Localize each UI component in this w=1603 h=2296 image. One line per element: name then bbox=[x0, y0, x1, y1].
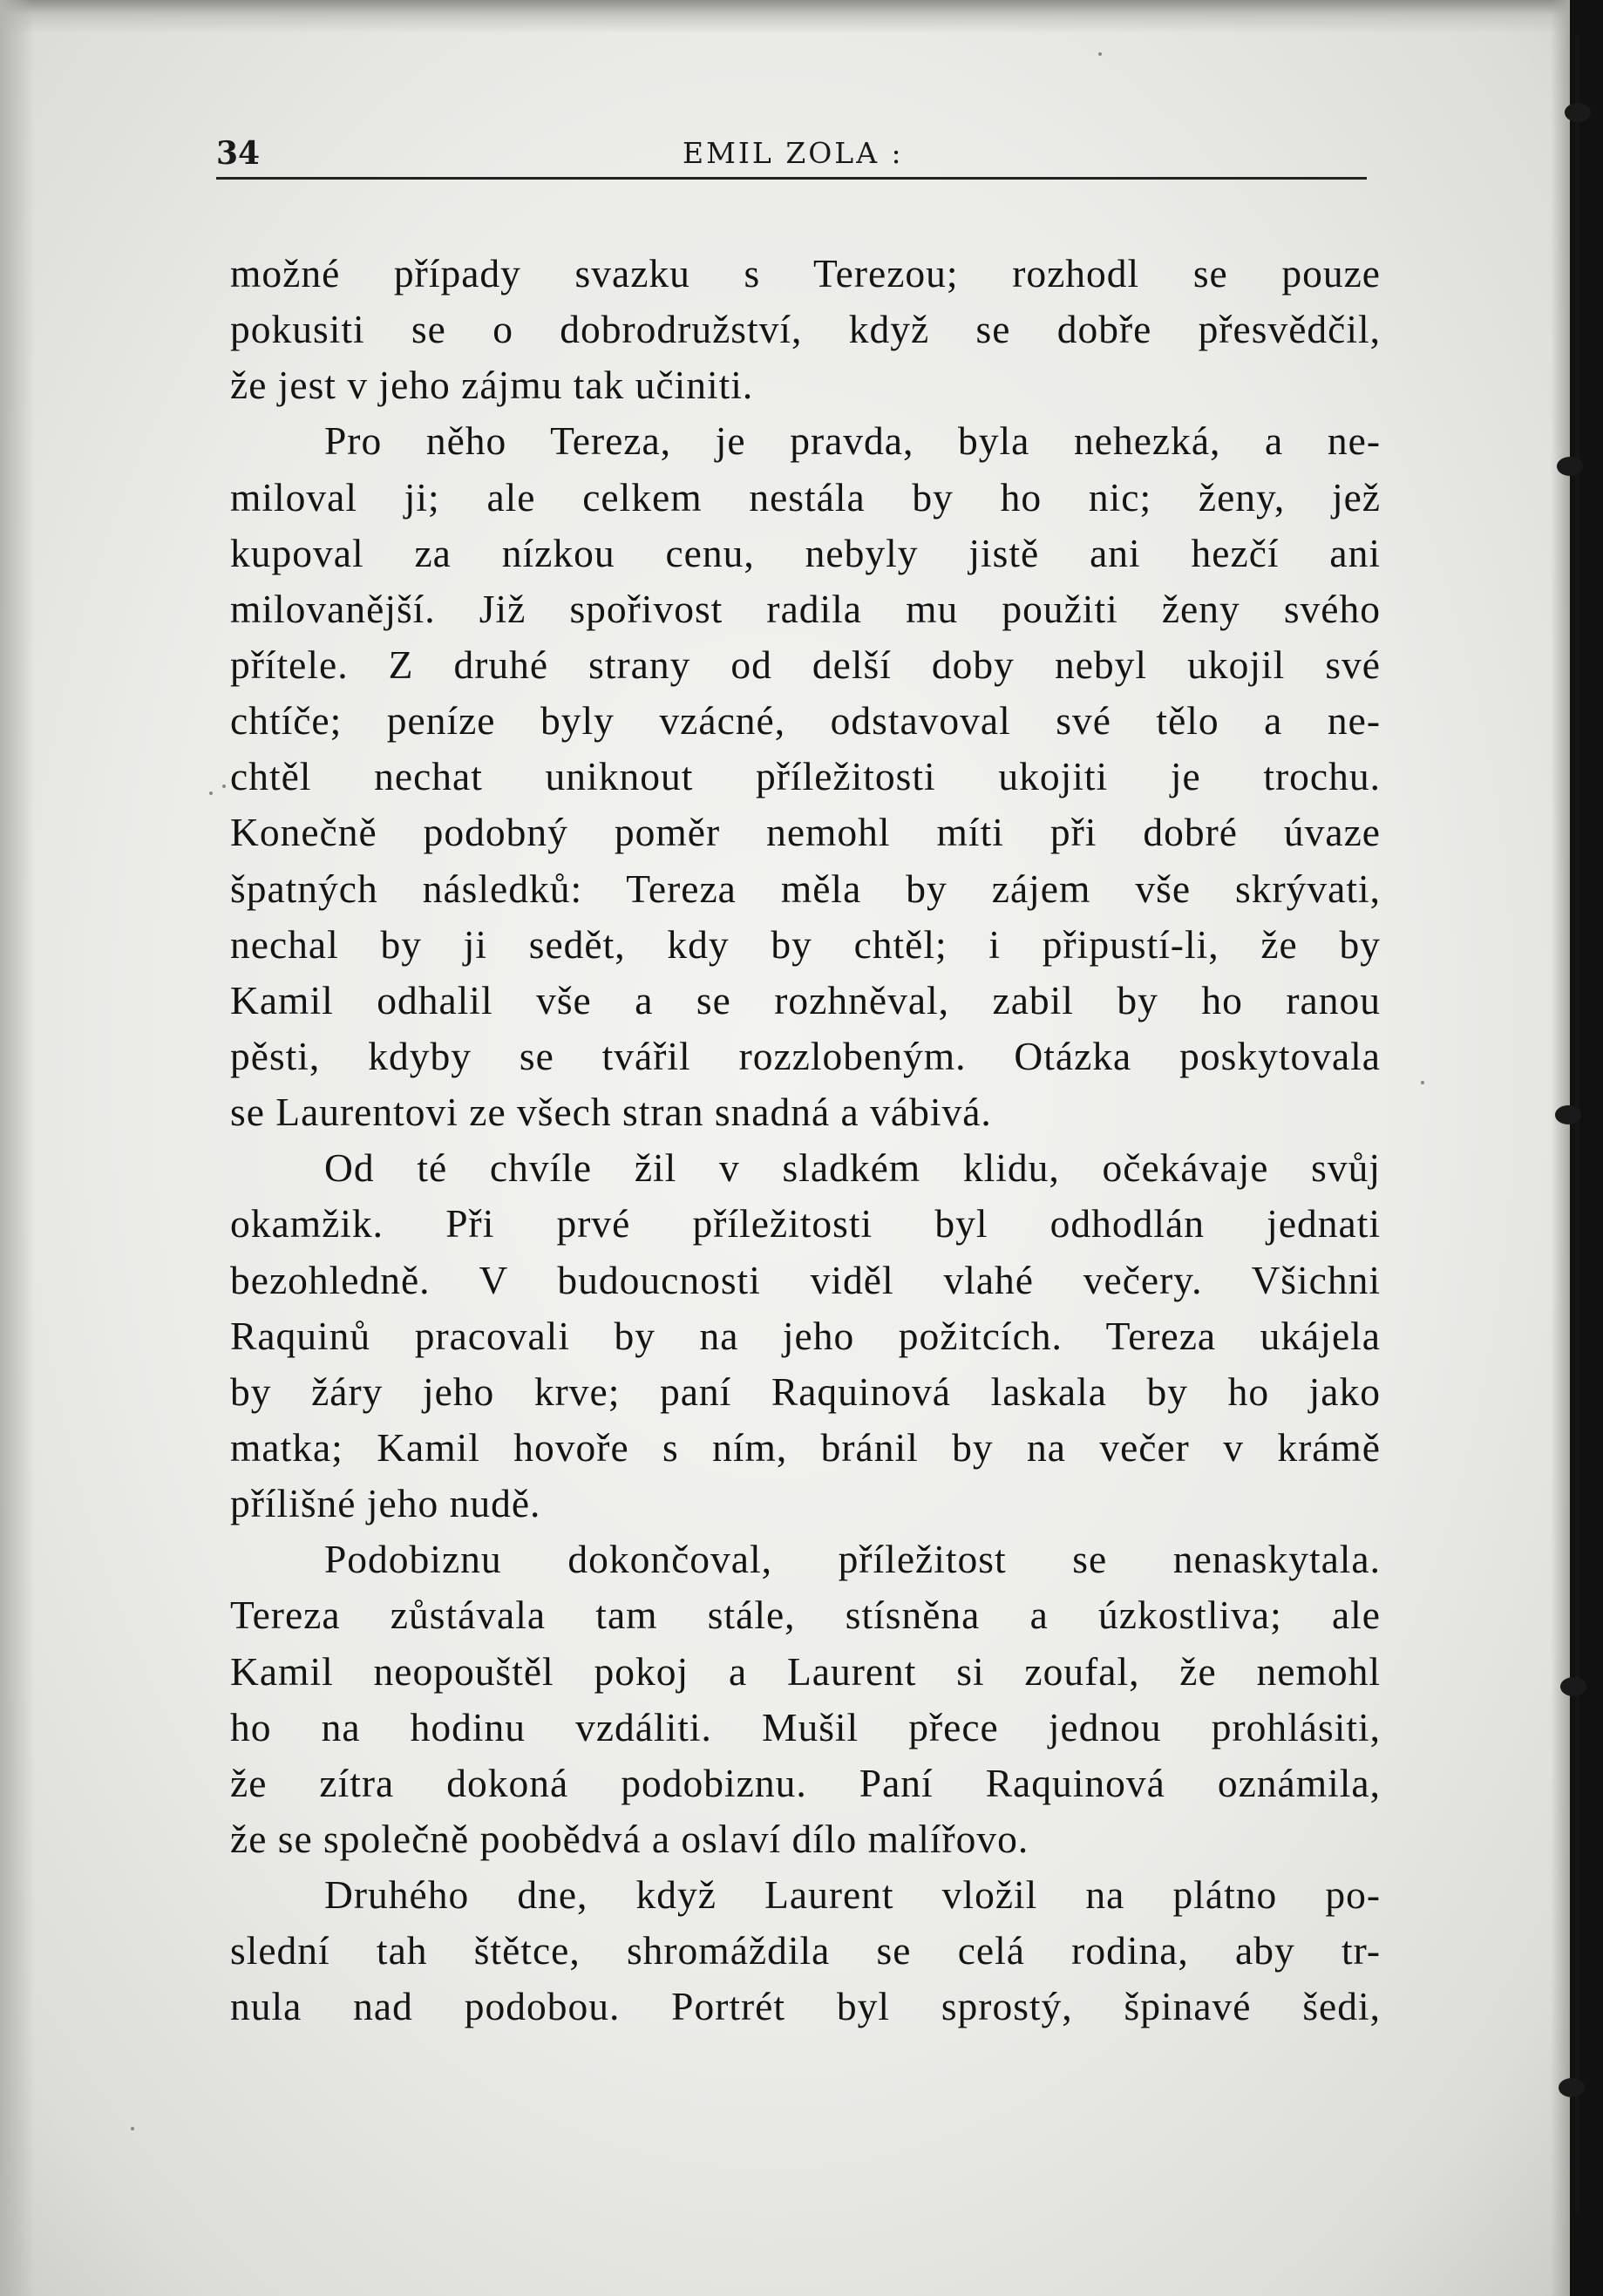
text-line: miloval ji; ale celkem nestála by ho nic; ženy, jež bbox=[230, 474, 1381, 520]
text-line: že se společně poobědvá a oslaví dílo malířovo. bbox=[230, 1816, 1029, 1861]
running-head-author: EMIL ZOLA : bbox=[683, 136, 904, 170]
paper-speck bbox=[209, 791, 213, 795]
text-line: Raquinů pracovali by na jeho požitcích. Tereza ukájela bbox=[230, 1313, 1381, 1358]
page-number: 34 bbox=[216, 135, 261, 172]
binding-thread-line bbox=[1575, 35, 1579, 2214]
text-line: by žáry jeho krve; paní Raquinová laskala by ho jako bbox=[230, 1369, 1381, 1414]
paper-speck bbox=[131, 2127, 134, 2130]
header-rule bbox=[216, 177, 1367, 180]
binding-stitch bbox=[1559, 2078, 1585, 2097]
text-line: Kamil neopouštěl pokoj a Laurent si zoufal, že nemohl bbox=[230, 1648, 1381, 1694]
binding-stitch bbox=[1557, 457, 1583, 476]
text-line: nechal by ji sedět, kdy by chtěl; i připustí-li, že by bbox=[230, 921, 1381, 967]
text-line: ho na hodinu vzdáliti. Mušil přece jednou prohlásiti, bbox=[230, 1704, 1381, 1749]
text-line: Kamil odhalil vše a se rozhněval, zabil by ho ranou bbox=[230, 977, 1381, 1022]
text-line: špatných následků: Tereza měla by zájem vše skrývati, bbox=[230, 866, 1381, 911]
text-line: slední tah štětce, shromáždila se celá rodina, aby tr- bbox=[230, 1928, 1381, 1973]
text-line: kupoval za nízkou cenu, nebyly jistě ani hezčí ani bbox=[230, 530, 1381, 575]
body-text bbox=[230, 246, 1381, 2035]
binding-stitch bbox=[1565, 103, 1591, 122]
paper-speck bbox=[1098, 52, 1102, 56]
text-line: přítele. Z druhé strany od delší doby nebyl ukojil své bbox=[230, 642, 1381, 687]
text-line: Pro něho Tereza, je pravda, byla nehezká, a ne- bbox=[324, 418, 1381, 464]
text-line: pěsti, kdyby se tvářil rozzlobeným. Otázka poskytovala bbox=[230, 1033, 1381, 1078]
text-line: Tereza zůstávala tam stále, stísněna a úzkostliva; ale bbox=[230, 1593, 1381, 1638]
text-line: Druhého dne, když Laurent vložil na plátno po- bbox=[324, 1872, 1381, 1918]
text-line: možné případy svazku s Terezou; rozhodl se pouze bbox=[230, 251, 1381, 295]
text-line: se Laurentovi ze všech stran snadná a vábivá. bbox=[230, 1090, 992, 1135]
paper-speck bbox=[222, 785, 226, 788]
text-line: Konečně podobný poměr nemohl míti při dobré úvaze bbox=[230, 810, 1381, 855]
binding-stitch bbox=[1560, 1677, 1586, 1696]
text-line: Od té chvíle žil v sladkém klidu, očekávaje svůj bbox=[324, 1145, 1381, 1191]
text-line: milovanější. Již spořivost radila mu použiti ženy svého bbox=[230, 586, 1381, 631]
text-line: pokusiti se o dobrodružství, když se dobře přesvědčil, bbox=[230, 307, 1381, 352]
text-line: matka; Kamil hovoře s ním, bránil by na večer v krámě bbox=[230, 1424, 1381, 1470]
text-line: okamžik. Při prvé příležitosti byl odhodlán jednati bbox=[230, 1201, 1381, 1246]
text-line: chtíče; peníze byly vzácné, odstavoval své tělo a ne- bbox=[230, 698, 1381, 744]
page-top-shadow bbox=[0, 0, 1603, 33]
text-line: bezohledně. V budoucnosti viděl vlahé večery. Všichni bbox=[230, 1257, 1381, 1302]
text-line: že zítra dokoná podobiznu. Paní Raquinová oznámila, bbox=[230, 1760, 1381, 1805]
text-line: přílišné jeho nudě. bbox=[230, 1481, 541, 1526]
text-line: že jest v jeho zájmu tak učiniti. bbox=[230, 363, 754, 408]
text-line: chtěl nechat uniknout příležitosti ukojiti je trochu. bbox=[230, 754, 1381, 799]
running-head bbox=[216, 129, 1367, 178]
text-line: Podobiznu dokončoval, příležitost se nenaskytala. bbox=[324, 1537, 1381, 1582]
page-left-shadow bbox=[0, 0, 35, 2296]
binding-shadow bbox=[1551, 0, 1570, 2296]
text-line: nula nad podobou. Portrét byl sprostý, špinavé šedi, bbox=[230, 1984, 1381, 2029]
binding-stitch bbox=[1555, 1105, 1581, 1124]
paper-speck bbox=[1421, 1081, 1424, 1084]
